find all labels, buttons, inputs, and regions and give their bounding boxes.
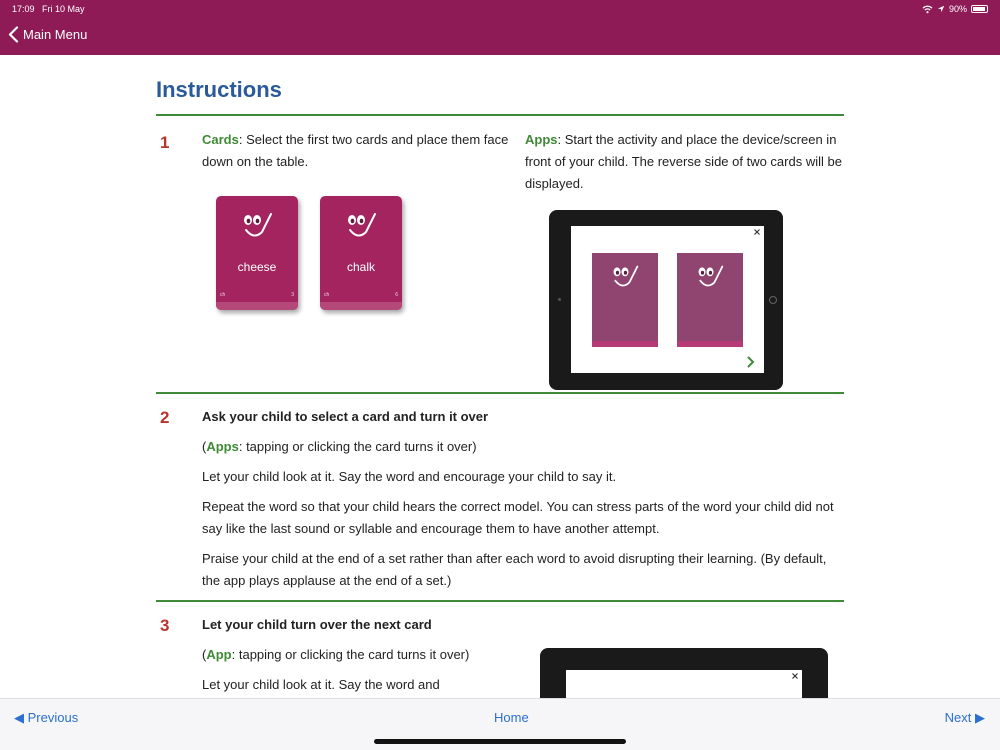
step-3 bbox=[156, 602, 844, 698]
main-menu-button[interactable] bbox=[8, 26, 87, 43]
step-2-apps-note bbox=[202, 436, 844, 458]
apps-label: Apps bbox=[525, 132, 558, 147]
top-bar bbox=[0, 0, 1000, 55]
smiley-face-icon bbox=[344, 210, 378, 244]
step-2-paragraph-2: Repeat the word so that your child hears the correct model. You can stress parts of the word your child did not say like the last sound or syllable and encourage them to have another attempt. bbox=[202, 499, 834, 536]
step-3-paragraph-1: Let your child look at it. Say the word and bbox=[202, 677, 440, 692]
close-icon bbox=[754, 229, 760, 235]
smiley-face-icon bbox=[610, 263, 640, 293]
card-word: cheese bbox=[237, 260, 277, 274]
status-indicators bbox=[922, 4, 988, 14]
status-date: Fri 10 May bbox=[42, 4, 85, 14]
battery-percent: 90% bbox=[948, 4, 967, 14]
reverse-card bbox=[677, 253, 743, 347]
card-number: 6 bbox=[395, 292, 398, 298]
page-title: Instructions bbox=[156, 77, 282, 102]
apps-label: Apps bbox=[206, 439, 239, 454]
status-time-date bbox=[12, 4, 85, 14]
step-number: 1 bbox=[160, 133, 170, 152]
card-code: ch bbox=[324, 292, 330, 298]
close-icon bbox=[792, 673, 798, 679]
location-arrow-icon bbox=[937, 5, 945, 13]
smiley-face-icon bbox=[695, 263, 725, 293]
card-code: ch bbox=[220, 292, 226, 298]
step-2-heading: Ask your child to select a card and turn it over bbox=[202, 409, 489, 424]
home-indicator[interactable] bbox=[374, 739, 626, 744]
card-strip bbox=[592, 341, 658, 347]
next-button[interactable]: Next ▶ bbox=[944, 710, 985, 725]
tablet-screen bbox=[566, 670, 802, 698]
step-1 bbox=[156, 116, 844, 392]
card-chalk bbox=[320, 196, 402, 310]
card-footer bbox=[220, 292, 294, 298]
chevron-left-icon bbox=[8, 26, 19, 43]
previous-button[interactable]: ◀ Previous bbox=[14, 710, 79, 725]
app-label: App bbox=[206, 647, 232, 662]
app-text: : tapping or clicking the card turns it over) bbox=[231, 647, 470, 662]
step-2-paragraph-3: Praise your child at the end of a set rather than after each word to avoid disrupting their learning. (By default, the app plays applause at the end of a set.) bbox=[202, 551, 827, 588]
step-1-cards-column bbox=[202, 129, 512, 298]
step-number: 3 bbox=[160, 616, 170, 635]
tablet-home-button bbox=[769, 296, 777, 304]
tablet-camera bbox=[558, 298, 561, 301]
app-open-paren: ( bbox=[202, 647, 207, 662]
battery-icon bbox=[971, 5, 988, 13]
apps-text: : tapping or clicking the card turns it over) bbox=[238, 439, 477, 454]
card-footer bbox=[324, 292, 398, 298]
card-word: chalk bbox=[346, 260, 375, 274]
cards-text: : Select the first two cards and place them face down on the table. bbox=[202, 132, 509, 169]
wifi-icon bbox=[922, 5, 933, 14]
card-strip bbox=[320, 302, 402, 310]
step-2-paragraph-1: Let your child look at it. Say the word and encourage your child to say it. bbox=[202, 469, 617, 484]
tablet-illustration bbox=[549, 210, 783, 390]
home-button[interactable]: Home bbox=[494, 710, 529, 725]
status-time: 17:09 bbox=[12, 4, 35, 14]
step-2 bbox=[156, 394, 844, 600]
instructions-content[interactable] bbox=[156, 55, 844, 698]
reverse-card bbox=[592, 253, 658, 347]
tablet-screen bbox=[571, 226, 764, 373]
step-3-heading: Let your child turn over the next card bbox=[202, 617, 432, 632]
apps-instruction bbox=[525, 129, 844, 195]
card-strip bbox=[677, 341, 743, 347]
apps-text: : Start the activity and place the device/screen in front of your child. The reverse side of two cards will be displayed. bbox=[525, 132, 842, 191]
main-menu-label: Main Menu bbox=[23, 27, 88, 42]
step-1-apps-column bbox=[525, 129, 844, 195]
tablet-illustration bbox=[540, 648, 828, 698]
cards-instruction bbox=[202, 129, 512, 173]
chevron-right-icon bbox=[747, 356, 755, 368]
smiley-face-icon bbox=[240, 210, 274, 244]
card-cheese bbox=[216, 196, 298, 310]
cards-label: Cards bbox=[202, 132, 239, 147]
card-strip bbox=[216, 302, 298, 310]
card-number: 3 bbox=[291, 292, 294, 298]
step-number: 2 bbox=[160, 408, 170, 427]
apps-open-paren: ( bbox=[202, 439, 207, 454]
